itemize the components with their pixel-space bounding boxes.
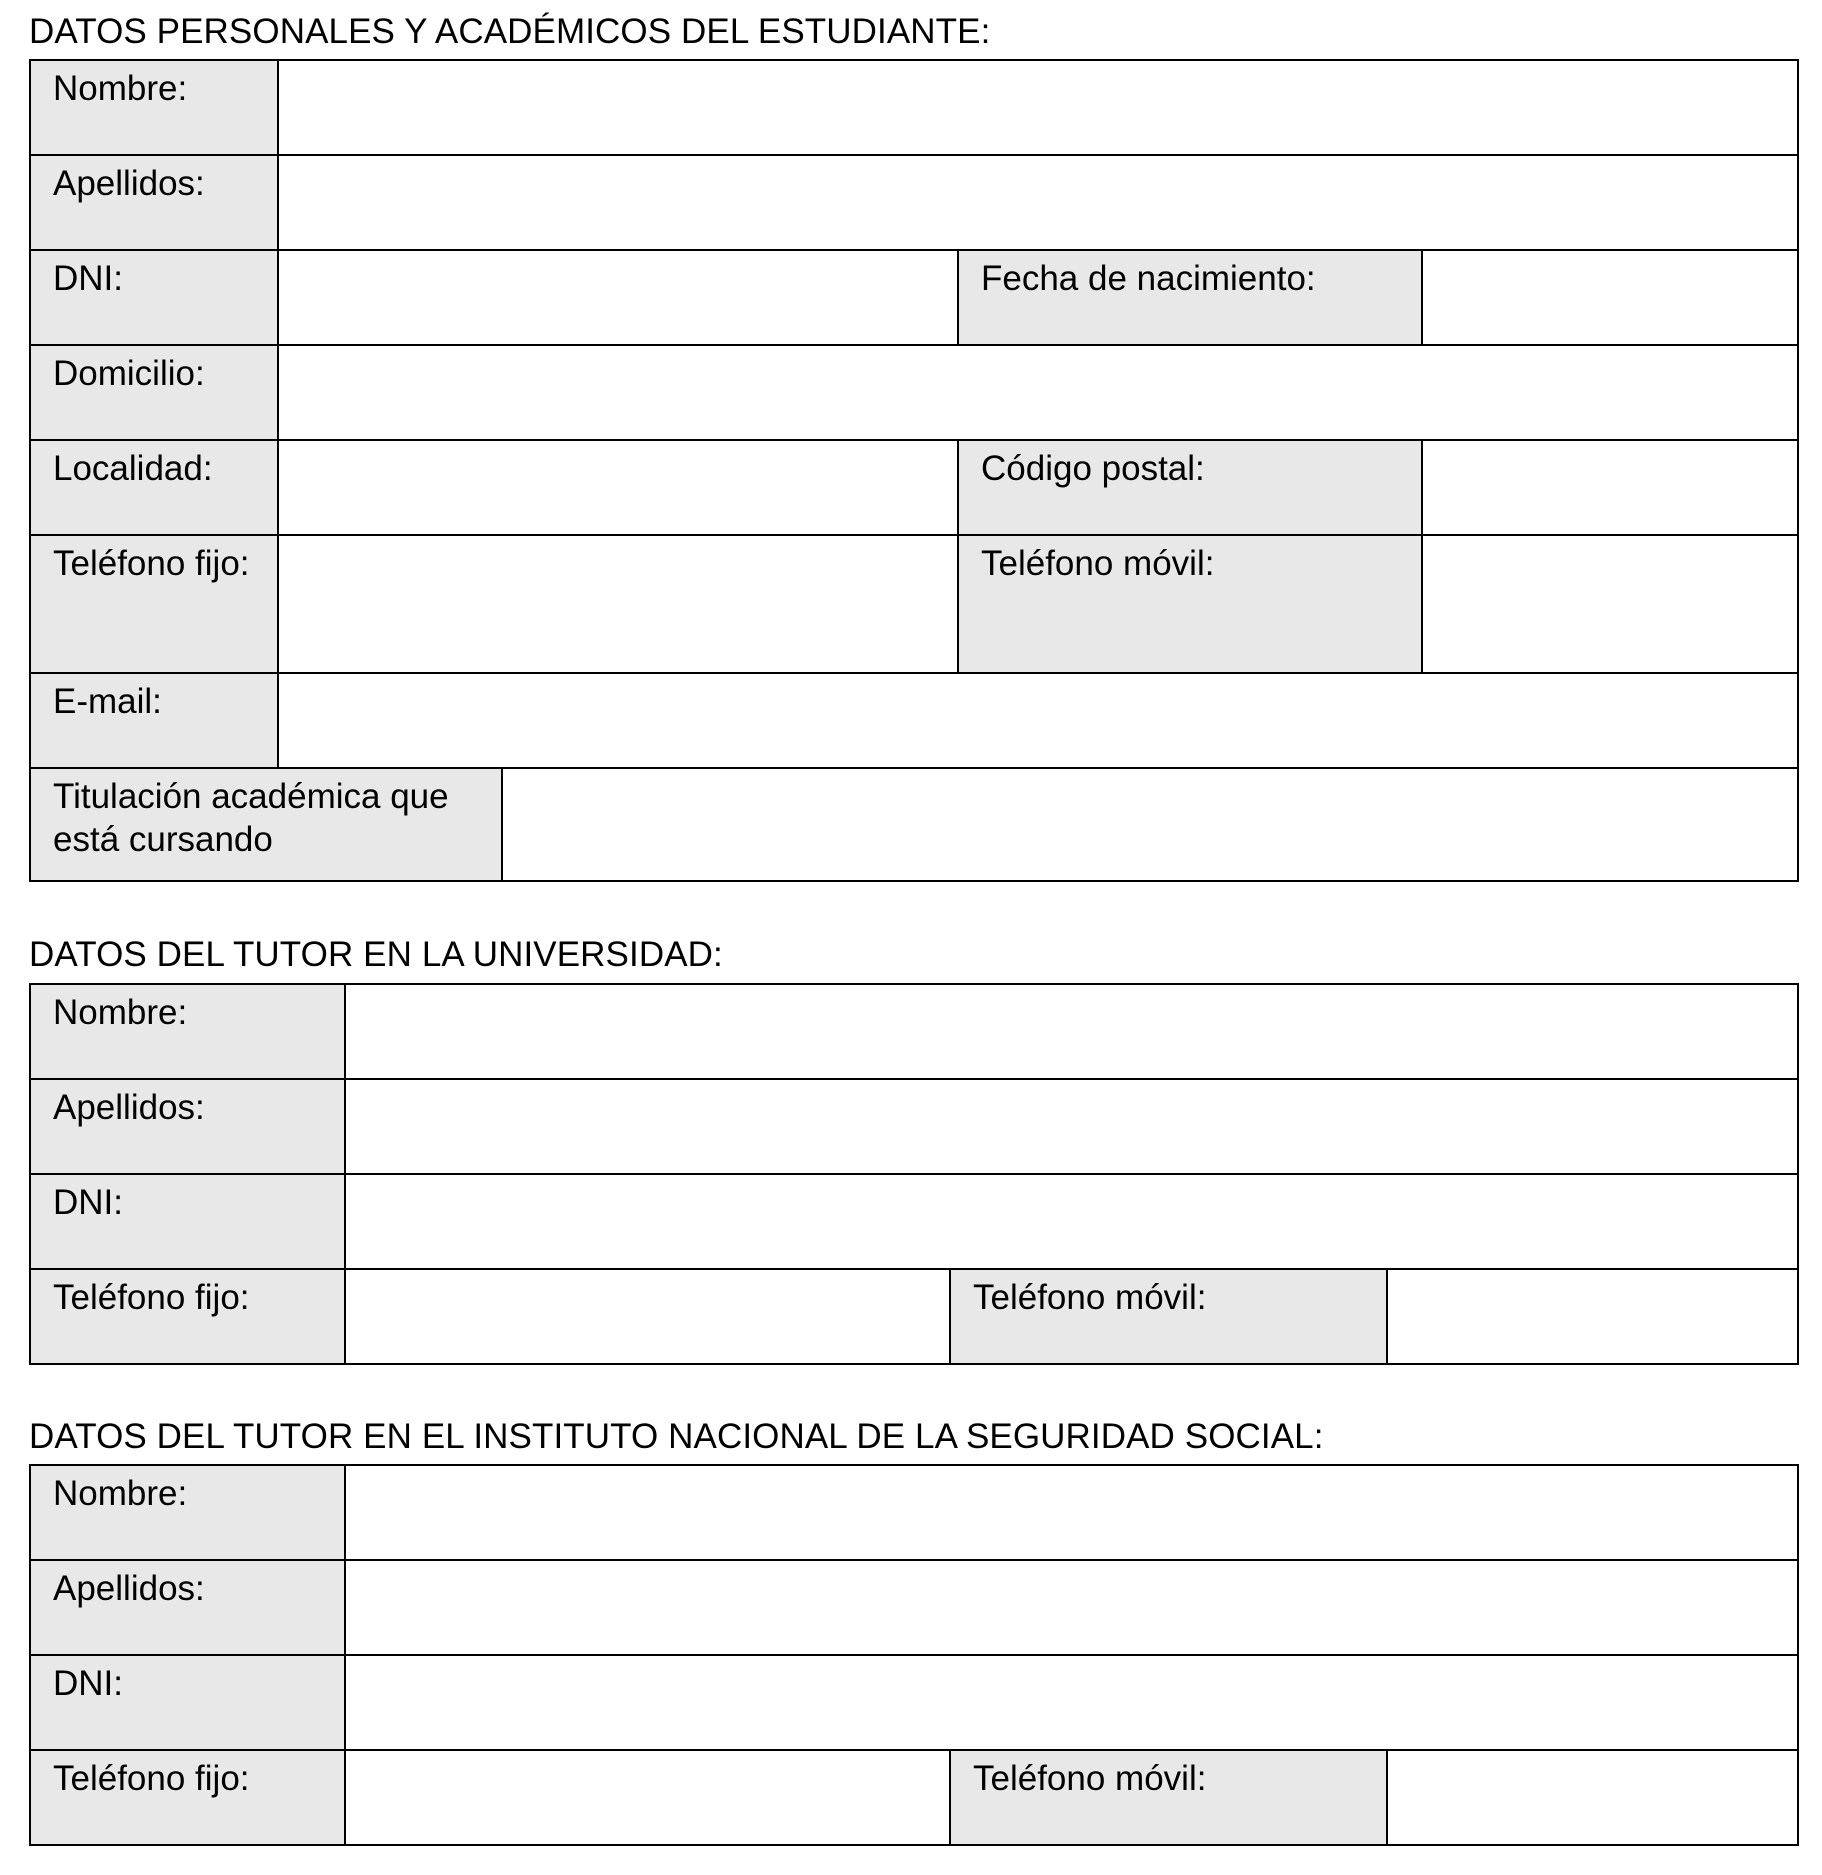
university-tutor-apellidos-field[interactable]: [345, 1079, 1798, 1174]
student-nombre-label: Nombre:: [30, 60, 278, 155]
student-apellidos-label: Apellidos:: [30, 155, 278, 250]
university-tutor-section-title: DATOS DEL TUTOR EN LA UNIVERSIDAD:: [29, 935, 723, 974]
university-tutor-apellidos-label: Apellidos:: [30, 1079, 345, 1174]
inss-tutor-dni-field[interactable]: [345, 1655, 1798, 1750]
university-tutor-dni-field[interactable]: [345, 1174, 1798, 1269]
student-apellidos-field[interactable]: [278, 155, 1798, 250]
university-tutor-telefono-movil-field[interactable]: [1387, 1269, 1798, 1364]
student-row-nombre: [30, 60, 1798, 155]
student-dni-field[interactable]: [278, 250, 958, 345]
student-row-telefonos: [30, 535, 1798, 673]
student-domicilio-field[interactable]: [278, 345, 1798, 440]
student-row-domicilio: [30, 345, 1798, 440]
inss-tutor-apellidos-field[interactable]: [345, 1560, 1798, 1655]
student-data-table: [29, 59, 1799, 882]
inss-tutor-nombre-field[interactable]: [345, 1465, 1798, 1560]
student-row-apellidos: [30, 155, 1798, 250]
inss-tutor-row-dni: [30, 1655, 1798, 1750]
student-localidad-label: Localidad:: [30, 440, 278, 535]
student-telefono-movil-field[interactable]: [1422, 535, 1798, 673]
student-email-field[interactable]: [278, 673, 1798, 768]
student-section-title: DATOS PERSONALES Y ACADÉMICOS DEL ESTUDIANTE:: [29, 12, 991, 51]
student-row-titulacion: [30, 768, 1798, 881]
student-titulacion-field[interactable]: [502, 768, 1798, 881]
student-nombre-field[interactable]: [278, 60, 1798, 155]
inss-tutor-telefono-fijo-label: Teléfono fijo:: [30, 1750, 345, 1845]
inss-tutor-table: [29, 1464, 1799, 1846]
university-tutor-nombre-label: Nombre:: [30, 984, 345, 1079]
university-tutor-row-telefonos: [30, 1269, 1798, 1364]
inss-tutor-row-apellidos: [30, 1560, 1798, 1655]
student-email-label: E-mail:: [30, 673, 278, 768]
student-fecha-nacimiento-label: Fecha de nacimiento:: [958, 250, 1422, 345]
student-dni-label: DNI:: [30, 250, 278, 345]
student-telefono-fijo-field[interactable]: [278, 535, 958, 673]
university-tutor-telefono-fijo-label: Teléfono fijo:: [30, 1269, 345, 1364]
student-codigo-postal-label: Código postal:: [958, 440, 1422, 535]
university-tutor-dni-label: DNI:: [30, 1174, 345, 1269]
inss-tutor-telefono-fijo-field[interactable]: [345, 1750, 950, 1845]
university-tutor-row-apellidos: [30, 1079, 1798, 1174]
student-codigo-postal-field[interactable]: [1422, 440, 1798, 535]
inss-tutor-dni-label: DNI:: [30, 1655, 345, 1750]
student-localidad-field[interactable]: [278, 440, 958, 535]
inss-tutor-telefono-movil-label: Teléfono móvil:: [950, 1750, 1387, 1845]
university-tutor-table: [29, 983, 1799, 1365]
student-fecha-nacimiento-field[interactable]: [1422, 250, 1798, 345]
university-tutor-row-dni: [30, 1174, 1798, 1269]
student-row-dni: [30, 250, 1798, 345]
university-tutor-telefono-movil-label: Teléfono móvil:: [950, 1269, 1387, 1364]
inss-tutor-apellidos-label: Apellidos:: [30, 1560, 345, 1655]
student-row-localidad: [30, 440, 1798, 535]
student-domicilio-label: Domicilio:: [30, 345, 278, 440]
inss-tutor-section-title: DATOS DEL TUTOR EN EL INSTITUTO NACIONAL DE LA SEGURIDAD SOCIAL:: [29, 1417, 1324, 1456]
student-telefono-fijo-label: Teléfono fijo:: [30, 535, 278, 673]
university-tutor-telefono-fijo-field[interactable]: [345, 1269, 950, 1364]
student-titulacion-label: Titulación académica que está cursando: [30, 768, 502, 881]
inss-tutor-row-telefonos: [30, 1750, 1798, 1845]
student-telefono-movil-label: Teléfono móvil:: [958, 535, 1422, 673]
student-row-email: [30, 673, 1798, 768]
inss-tutor-row-nombre: [30, 1465, 1798, 1560]
university-tutor-row-nombre: [30, 984, 1798, 1079]
university-tutor-nombre-field[interactable]: [345, 984, 1798, 1079]
inss-tutor-nombre-label: Nombre:: [30, 1465, 345, 1560]
inss-tutor-telefono-movil-field[interactable]: [1387, 1750, 1798, 1845]
